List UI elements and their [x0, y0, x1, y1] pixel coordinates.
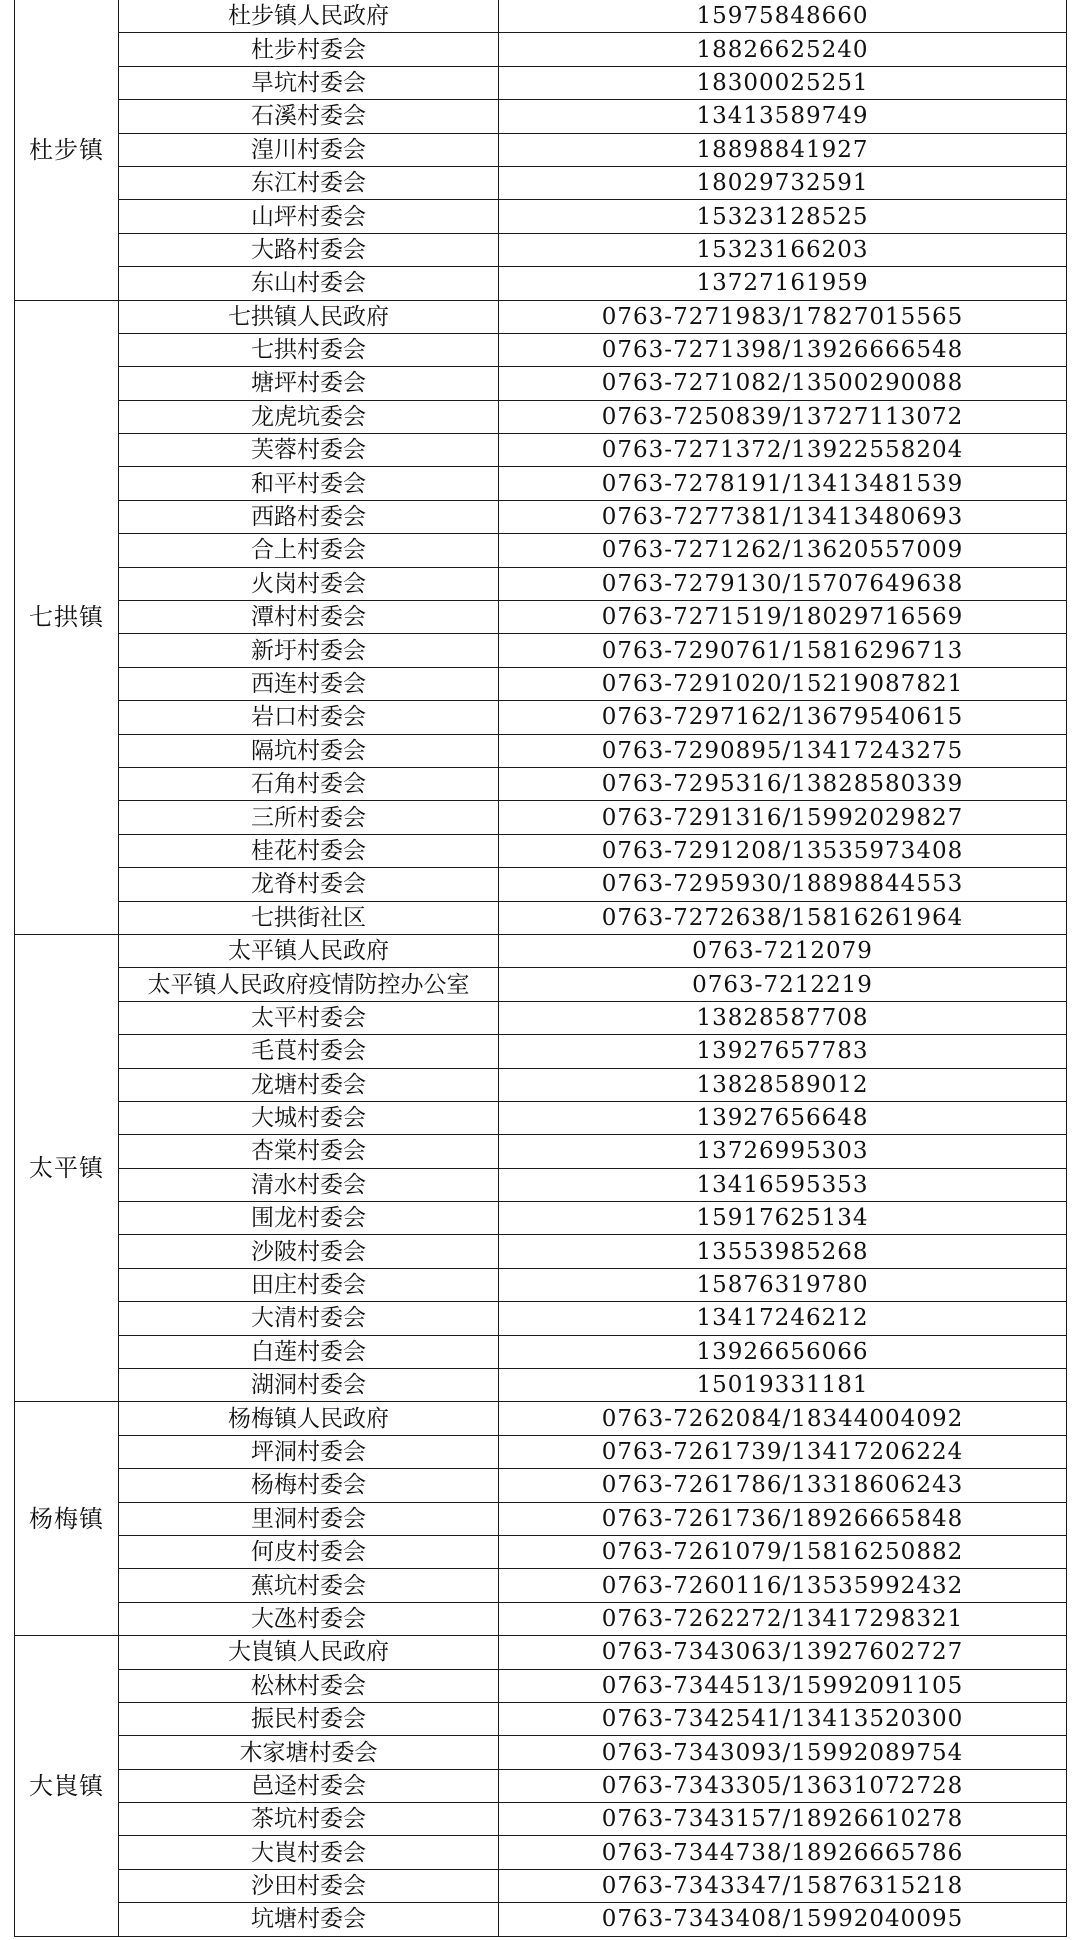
unit-name-cell: 湟川村委会	[119, 133, 499, 166]
phone-number-cell: 0763-7291208/13535973408	[499, 834, 1067, 867]
phone-number-cell: 0763-7271082/13500290088	[499, 367, 1067, 400]
phone-number-cell: 0763-7295316/13828580339	[499, 767, 1067, 800]
table-row	[15, 1202, 1067, 1235]
unit-name-cell: 太平镇人民政府疫情防控办公室	[119, 968, 499, 1001]
unit-name-cell: 杜步镇人民政府	[119, 0, 499, 33]
table-row	[15, 467, 1067, 500]
phone-number-cell: 0763-7342541/13413520300	[499, 1702, 1067, 1735]
table-row	[15, 333, 1067, 366]
phone-number-cell: 0763-7290761/15816296713	[499, 634, 1067, 667]
unit-name-cell: 大路村委会	[119, 233, 499, 266]
unit-name-cell: 火岗村委会	[119, 567, 499, 600]
unit-name-cell: 岩口村委会	[119, 701, 499, 734]
phone-number-cell: 13828587708	[499, 1001, 1067, 1034]
table-row	[15, 1101, 1067, 1134]
unit-name-cell: 龙塘村委会	[119, 1068, 499, 1101]
town-name-cell: 大崀镇	[15, 1636, 119, 1937]
phone-number-cell: 0763-7261786/13318606243	[499, 1469, 1067, 1502]
phone-number-cell: 0763-7291316/15992029827	[499, 801, 1067, 834]
table-row	[15, 567, 1067, 600]
town-name-cell: 杜步镇	[15, 0, 119, 300]
phone-number-cell: 0763-7279130/15707649638	[499, 567, 1067, 600]
phone-number-cell: 15323128525	[499, 200, 1067, 233]
unit-name-cell: 大氹村委会	[119, 1602, 499, 1635]
unit-name-cell: 龙虎坑委会	[119, 400, 499, 433]
unit-name-cell: 七拱村委会	[119, 333, 499, 366]
table-row	[15, 1435, 1067, 1468]
unit-name-cell: 塘坪村委会	[119, 367, 499, 400]
unit-name-cell: 木家塘村委会	[119, 1736, 499, 1769]
phone-number-cell: 13726995303	[499, 1135, 1067, 1168]
table-row	[15, 1702, 1067, 1735]
phone-number-cell: 13828589012	[499, 1068, 1067, 1101]
table-row	[15, 968, 1067, 1001]
phone-number-cell: 0763-7277381/13413480693	[499, 500, 1067, 533]
table-row	[15, 1803, 1067, 1836]
phone-number-cell: 0763-7343063/13927602727	[499, 1636, 1067, 1669]
table-row	[15, 1302, 1067, 1335]
unit-name-cell: 隔坑村委会	[119, 734, 499, 767]
table-row	[15, 934, 1067, 967]
table-row	[15, 1869, 1067, 1902]
unit-name-cell: 沙田村委会	[119, 1869, 499, 1902]
unit-name-cell: 石溪村委会	[119, 100, 499, 133]
phone-number-cell: 0763-7271519/18029716569	[499, 601, 1067, 634]
phone-number-cell: 0763-7343157/18926610278	[499, 1803, 1067, 1836]
unit-name-cell: 里洞村委会	[119, 1502, 499, 1535]
table-row	[15, 1502, 1067, 1535]
table-row	[15, 701, 1067, 734]
phone-number-cell: 0763-7272638/15816261964	[499, 901, 1067, 934]
phone-number-cell: 15917625134	[499, 1202, 1067, 1235]
unit-name-cell: 潭村村委会	[119, 601, 499, 634]
phone-number-cell: 13416595353	[499, 1168, 1067, 1201]
phone-number-cell: 0763-7260116/13535992432	[499, 1569, 1067, 1602]
unit-name-cell: 太平村委会	[119, 1001, 499, 1034]
unit-name-cell: 振民村委会	[119, 1702, 499, 1735]
town-name-cell: 杨梅镇	[15, 1402, 119, 1636]
table-row	[15, 1903, 1067, 1936]
table-row	[15, 233, 1067, 266]
phone-number-cell: 15019331181	[499, 1369, 1067, 1402]
table-row	[15, 166, 1067, 199]
table-row	[15, 1836, 1067, 1869]
unit-name-cell: 坪洞村委会	[119, 1435, 499, 1468]
phone-number-cell: 0763-7297162/13679540615	[499, 701, 1067, 734]
table-row	[15, 1001, 1067, 1034]
phone-number-cell: 0763-7278191/13413481539	[499, 467, 1067, 500]
table-row	[15, 434, 1067, 467]
table-row	[15, 367, 1067, 400]
table-row	[15, 1068, 1067, 1101]
phone-number-cell: 0763-7291020/15219087821	[499, 667, 1067, 700]
table-row	[15, 100, 1067, 133]
phone-number-cell: 13417246212	[499, 1302, 1067, 1335]
unit-name-cell: 新圩村委会	[119, 634, 499, 667]
phone-number-cell: 0763-7271983/17827015565	[499, 300, 1067, 333]
table-row	[15, 801, 1067, 834]
phone-number-cell: 13727161959	[499, 267, 1067, 300]
phone-number-cell: 0763-7271262/13620557009	[499, 534, 1067, 567]
phone-number-cell: 0763-7262084/18344004092	[499, 1402, 1067, 1435]
table-row	[15, 1135, 1067, 1168]
table-row	[15, 634, 1067, 667]
unit-name-cell: 大清村委会	[119, 1302, 499, 1335]
unit-name-cell: 芙蓉村委会	[119, 434, 499, 467]
unit-name-cell: 蕉坑村委会	[119, 1569, 499, 1602]
table-row	[15, 200, 1067, 233]
unit-name-cell: 合上村委会	[119, 534, 499, 567]
phone-number-cell: 13553985268	[499, 1235, 1067, 1268]
phone-number-cell: 0763-7261736/18926665848	[499, 1502, 1067, 1535]
table-row	[15, 1736, 1067, 1769]
unit-name-cell: 山坪村委会	[119, 200, 499, 233]
unit-name-cell: 东江村委会	[119, 166, 499, 199]
unit-name-cell: 湖洞村委会	[119, 1369, 499, 1402]
table-row	[15, 767, 1067, 800]
phone-number-cell: 0763-7290895/13417243275	[499, 734, 1067, 767]
town-name-cell: 太平镇	[15, 934, 119, 1401]
table-row	[15, 1035, 1067, 1068]
phone-number-cell: 0763-7343305/13631072728	[499, 1769, 1067, 1802]
table-row	[15, 901, 1067, 934]
unit-name-cell: 大崀镇人民政府	[119, 1636, 499, 1669]
table-row	[15, 734, 1067, 767]
unit-name-cell: 田庄村委会	[119, 1268, 499, 1301]
table-row	[15, 0, 1067, 33]
table-row	[15, 1602, 1067, 1635]
unit-name-cell: 围龙村委会	[119, 1202, 499, 1235]
unit-name-cell: 杨梅村委会	[119, 1469, 499, 1502]
phone-number-cell: 15975848660	[499, 0, 1067, 33]
phone-number-cell: 13927657783	[499, 1035, 1067, 1068]
unit-name-cell: 杏棠村委会	[119, 1135, 499, 1168]
phone-number-cell: 15876319780	[499, 1268, 1067, 1301]
phone-number-cell: 18826625240	[499, 33, 1067, 66]
unit-name-cell: 邑迳村委会	[119, 1769, 499, 1802]
unit-name-cell: 龙脊村委会	[119, 868, 499, 901]
unit-name-cell: 松林村委会	[119, 1669, 499, 1702]
table-row	[15, 500, 1067, 533]
unit-name-cell: 白莲村委会	[119, 1335, 499, 1368]
unit-name-cell: 何皮村委会	[119, 1535, 499, 1568]
table-row	[15, 400, 1067, 433]
table-row	[15, 66, 1067, 99]
phone-number-cell: 0763-7271398/13926666548	[499, 333, 1067, 366]
table-row	[15, 1402, 1067, 1435]
phone-number-cell: 0763-7250839/13727113072	[499, 400, 1067, 433]
phone-number-cell: 15323166203	[499, 233, 1067, 266]
unit-name-cell: 大城村委会	[119, 1101, 499, 1134]
phone-number-cell: 13926656066	[499, 1335, 1067, 1368]
town-name-cell: 七拱镇	[15, 300, 119, 934]
table-row	[15, 1369, 1067, 1402]
unit-name-cell: 七拱街社区	[119, 901, 499, 934]
unit-name-cell: 太平镇人民政府	[119, 934, 499, 967]
table-row	[15, 267, 1067, 300]
unit-name-cell: 三所村委会	[119, 801, 499, 834]
unit-name-cell: 石角村委会	[119, 767, 499, 800]
table-row	[15, 1235, 1067, 1268]
table-row	[15, 300, 1067, 333]
phone-number-cell: 0763-7295930/18898844553	[499, 868, 1067, 901]
phone-number-cell: 18300025251	[499, 66, 1067, 99]
unit-name-cell: 杜步村委会	[119, 33, 499, 66]
unit-name-cell: 茶坑村委会	[119, 1803, 499, 1836]
phone-number-cell: 0763-7343347/15876315218	[499, 1869, 1067, 1902]
phone-number-cell: 0763-7212079	[499, 934, 1067, 967]
table-row	[15, 1535, 1067, 1568]
unit-name-cell: 桂花村委会	[119, 834, 499, 867]
unit-name-cell: 毛茛村委会	[119, 1035, 499, 1068]
table-row	[15, 1769, 1067, 1802]
table-row	[15, 601, 1067, 634]
unit-name-cell: 旱坑村委会	[119, 66, 499, 99]
phone-number-cell: 0763-7343408/15992040095	[499, 1903, 1067, 1936]
table-body	[15, 0, 1067, 1936]
unit-name-cell: 东山村委会	[119, 267, 499, 300]
table-row	[15, 1268, 1067, 1301]
unit-name-cell: 和平村委会	[119, 467, 499, 500]
table-row	[15, 834, 1067, 867]
unit-name-cell: 西连村委会	[119, 667, 499, 700]
phone-number-cell: 13927656648	[499, 1101, 1067, 1134]
town-contact-table	[14, 0, 1067, 1937]
phone-number-cell: 0763-7261079/15816250882	[499, 1535, 1067, 1568]
table-row	[15, 1335, 1067, 1368]
unit-name-cell: 清水村委会	[119, 1168, 499, 1201]
phone-number-cell: 18029732591	[499, 166, 1067, 199]
unit-name-cell: 坑塘村委会	[119, 1903, 499, 1936]
unit-name-cell: 杨梅镇人民政府	[119, 1402, 499, 1435]
phone-number-cell: 0763-7343093/15992089754	[499, 1736, 1067, 1769]
phone-number-cell: 0763-7271372/13922558204	[499, 434, 1067, 467]
table-row	[15, 1168, 1067, 1201]
table-row	[15, 667, 1067, 700]
table-row	[15, 1569, 1067, 1602]
unit-name-cell: 西路村委会	[119, 500, 499, 533]
table-row	[15, 534, 1067, 567]
unit-name-cell: 大崀村委会	[119, 1836, 499, 1869]
table-row	[15, 1469, 1067, 1502]
unit-name-cell: 七拱镇人民政府	[119, 300, 499, 333]
phone-number-cell: 0763-7261739/13417206224	[499, 1435, 1067, 1468]
table-row	[15, 1636, 1067, 1669]
unit-name-cell: 沙陂村委会	[119, 1235, 499, 1268]
phone-number-cell: 0763-7212219	[499, 968, 1067, 1001]
table-row	[15, 1669, 1067, 1702]
phone-number-cell: 0763-7344513/15992091105	[499, 1669, 1067, 1702]
table-row	[15, 133, 1067, 166]
phone-number-cell: 0763-7344738/18926665786	[499, 1836, 1067, 1869]
phone-number-cell: 0763-7262272/13417298321	[499, 1602, 1067, 1635]
phone-number-cell: 18898841927	[499, 133, 1067, 166]
table-row	[15, 868, 1067, 901]
phone-number-cell: 13413589749	[499, 100, 1067, 133]
table-row	[15, 33, 1067, 66]
